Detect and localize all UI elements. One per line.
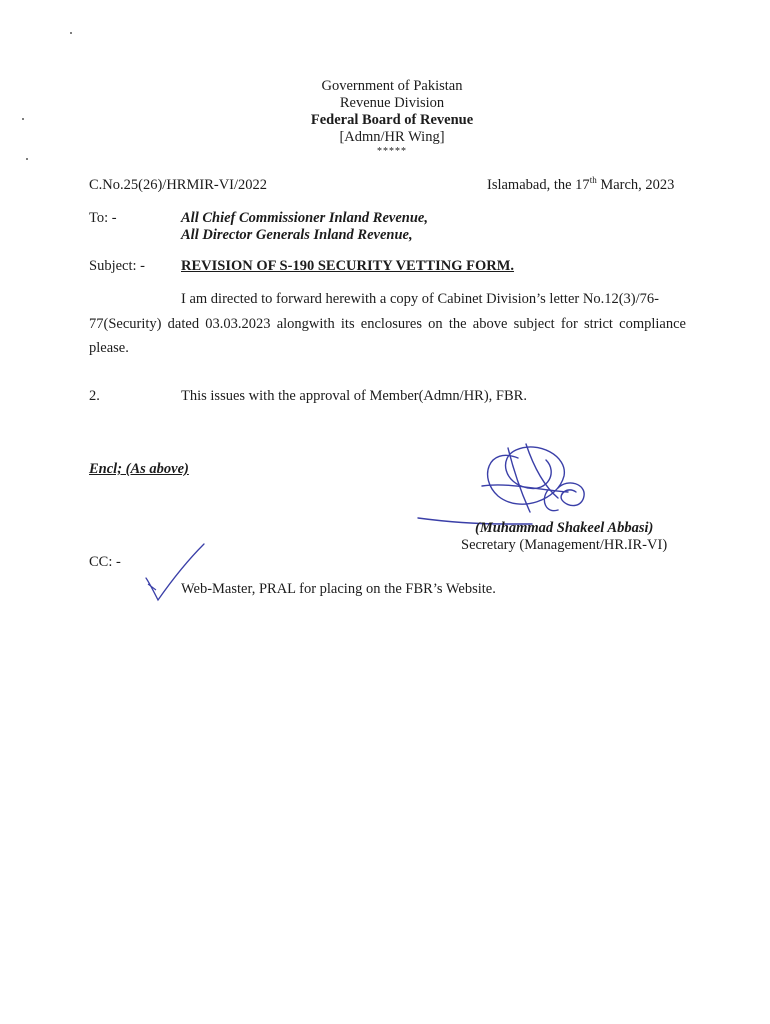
header-stars: ***** <box>377 146 407 157</box>
paragraph-1-body: 77(Security) dated 03.03.2023 alongwith its enclosures on the above subject for strict compliance please. <box>89 316 686 356</box>
paragraph-1-first-line: I am directed to forward herewith a copy of Cabinet Division’s letter No.12(3)/76- <box>181 291 659 307</box>
header-government: Government of Pakistan <box>321 78 463 94</box>
paragraph-2-number: 2. <box>89 388 100 404</box>
signatory-title: Secretary (Management/HR.IR-VI) <box>461 537 668 553</box>
place-date-suffix: March, 2023 <box>596 177 675 193</box>
header-board: Federal Board of Revenue <box>310 112 474 128</box>
place-date <box>487 176 674 194</box>
scan-speck <box>70 32 72 34</box>
reference-number: C.No.25(26)/HRMIR-VI/2022 <box>89 177 268 193</box>
header-wing: [Admn/HR Wing] <box>339 129 445 145</box>
to-label: To: - <box>89 210 117 226</box>
paragraph-2-text: This issues with the approval of Member(Admn/HR), FBR. <box>181 388 527 404</box>
to-recipient-2: All Director Generals Inland Revenue, <box>181 227 413 243</box>
cc-label: CC: - <box>89 554 121 570</box>
cc-item: Web-Master, PRAL for placing on the FBR’s Website. <box>181 581 496 597</box>
place-date-prefix: Islamabad, the 17 <box>487 177 590 193</box>
place-date-sup: th <box>589 175 597 186</box>
to-recipient-1: All Chief Commissioner Inland Revenue, <box>181 210 428 226</box>
enclosure-note: Encl; (As above) <box>89 461 189 477</box>
subject-text: REVISION OF S-190 SECURITY VETTING FORM. <box>181 258 515 274</box>
header-division: Revenue Division <box>339 95 445 111</box>
signatory-name: (Muhammad Shakeel Abbasi) <box>475 520 654 536</box>
subject-label: Subject: - <box>89 258 145 274</box>
